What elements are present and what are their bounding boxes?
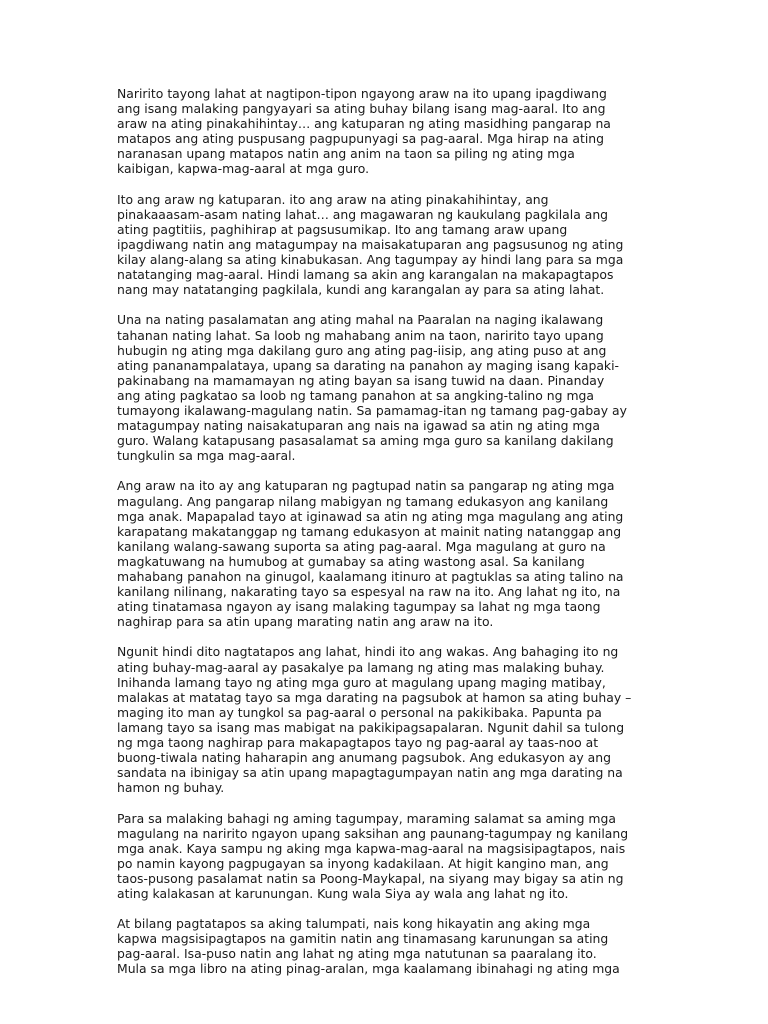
paragraph-2: Ito ang araw ng katuparan. ito ang araw na ating pinakahihintay, ang pinakaaasam-asam nating lahat… ang magawaran ng kaukulang pagkilala ang ating pagtitiis, paghihirap at pagsusumikap. Ito ang tamang araw upang ipagdiwang natin ang matagumpay na maisakatuparan ang pagsusunog ng ating kilay alang-alang sa ating kinabukasan. Ang tagumpay ay hindi lang para sa mga natatanging mag-aaral. Hindi lamang sa akin ang karangalan na makapagtapos nang may natatanging pagkilala, kundi ang karangalan ay para sa ating lahat. <box>117 191 624 298</box>
paragraph-3: Una na nating pasalamatan ang ating mahal na Paaralan na naging ikalawang tahanan nating lahat. Sa loob ng mahabang anim na taon, naririto tayo upang hubugin ng ating mga dakilang guro ang ating pag-iisip, ang ating puso at ang ating pananampalataya, upang sa darating na panahon ay maging isang kapaki- pakinabang na mamamayan ng ating bayan sa isang tuwid na daan. Pinanday ang ating pagkatao sa loob ng tamang panahon at sa angking-talino ng mga tumayong ikalawang-magulang natin. Sa pamamag-itan ng tamang pag-gabay ay matagumpay nating naisakatuparan ang nais na igawad sa atin ng ating mga guro. Walang katapusang pasasalamat sa aming mga guro sa kanilang dakilang tungkulin sa mga mag-aaral. <box>117 312 627 464</box>
paragraph-4: Ang araw na ito ay ang katuparan ng pagtupad natin sa pangarap ng ating mga magulang. Ang pangarap nilang mabigyan ng tamang edukasyon ang kanilang mga anak. Mapapalad tayo at iginawad sa atin ng ating mga magulang ang ating karapatang makatanggap ng tamang edukasyon at mainit nating natanggap ang kanilang walang-sawang suporta sa ating pag-aaral. Mga magulang at guro na magkatuwang na humubog at gumabay sa ating wastong asal. Sa kanilang mahabang panahon na ginugol, kaalamang itinuro at pagtuklas sa ating talino na kanilang nilinang, nakarating tayo sa espesyal na raw na ito. Ang lahat ng ito, na ating tinatamasa ngayon ay isang malaking tagumpay sa lahat ng mga taong naghirap para sa atin upang marating natin ang araw na ito. <box>117 478 624 630</box>
paragraph-5: Ngunit hindi dito nagtatapos ang lahat, hindi ito ang wakas. Ang bahaging ito ng ating buhay-mag-aaral ay pasakalye pa lamang ng ating mas malaking buhay. Inihanda lamang tayo ng ating mga guro at magulang upang maging matibay, malakas at matatag tayo sa mga darating na pagsubok at hamon sa ating buhay – maging ito man ay tungkol sa pag-aaral o personal na pakikibaka. Papunta pa lamang tayo sa isang mas mabigat na pakikipagsapalaran. Ngunit dahil sa tulong ng mga taong naghirap para makapagtapos tayo ng pag-aaral ay taas-noo at buong-tiwala nating haharapin ang anumang pagsubok. Ang edukasyon ay ang sandata na ibinigay sa atin upang mapagtagumpayan natin ang mga darating na hamon ng buhay. <box>117 644 632 796</box>
paragraph-6: Para sa malaking bahagi ng aming tagumpay, maraming salamat sa aming mga magulang na naririto ngayon upang saksihan ang paunang-tagumpay ng kanilang mga anak. Kaya sampu ng aking mga kapwa-mag-aaral na magsisipagtapos, nais po namin kayong pagpugayan sa inyong kadakilaan. At higit kangino man, ang taos-pusong pasalamat natin sa Poong-Maykapal, na siyang may bigay sa atin ng ating kalakasan at karunungan. Kung wala Siya ay wala ang lahat ng ito. <box>117 810 629 901</box>
paragraph-7: At bilang pagtatapos sa aking talumpati, nais kong hikayatin ang aking mga kapwa magsisipagtapos na gamitin natin ang tinamasang karunungan sa ating pag-aaral. Isa-puso natin ang lahat ng ating mga natutunan sa paaralang ito. Mula sa mga libro na ating pinag-aralan, mga kaalamang ibinahagi ng ating mga <box>117 916 620 977</box>
speech-text <box>117 86 657 992</box>
paragraph-1: Naririto tayong lahat at nagtipon-tipon ngayong araw na ito upang ipagdiwang ang isang malaking pangyayari sa ating buhay bilang isang mag-aaral. Ito ang araw na ating pinakahihintay… ang katuparan ng ating masidhing pangarap na matapos ang ating puspusang pagpupunyagi sa pag-aaral. Mga hirap na ating naranasan upang matapos natin ang anim na taon sa piling ng ating mga kaibigan, kapwa-mag-aaral at mga guro. <box>117 86 611 177</box>
